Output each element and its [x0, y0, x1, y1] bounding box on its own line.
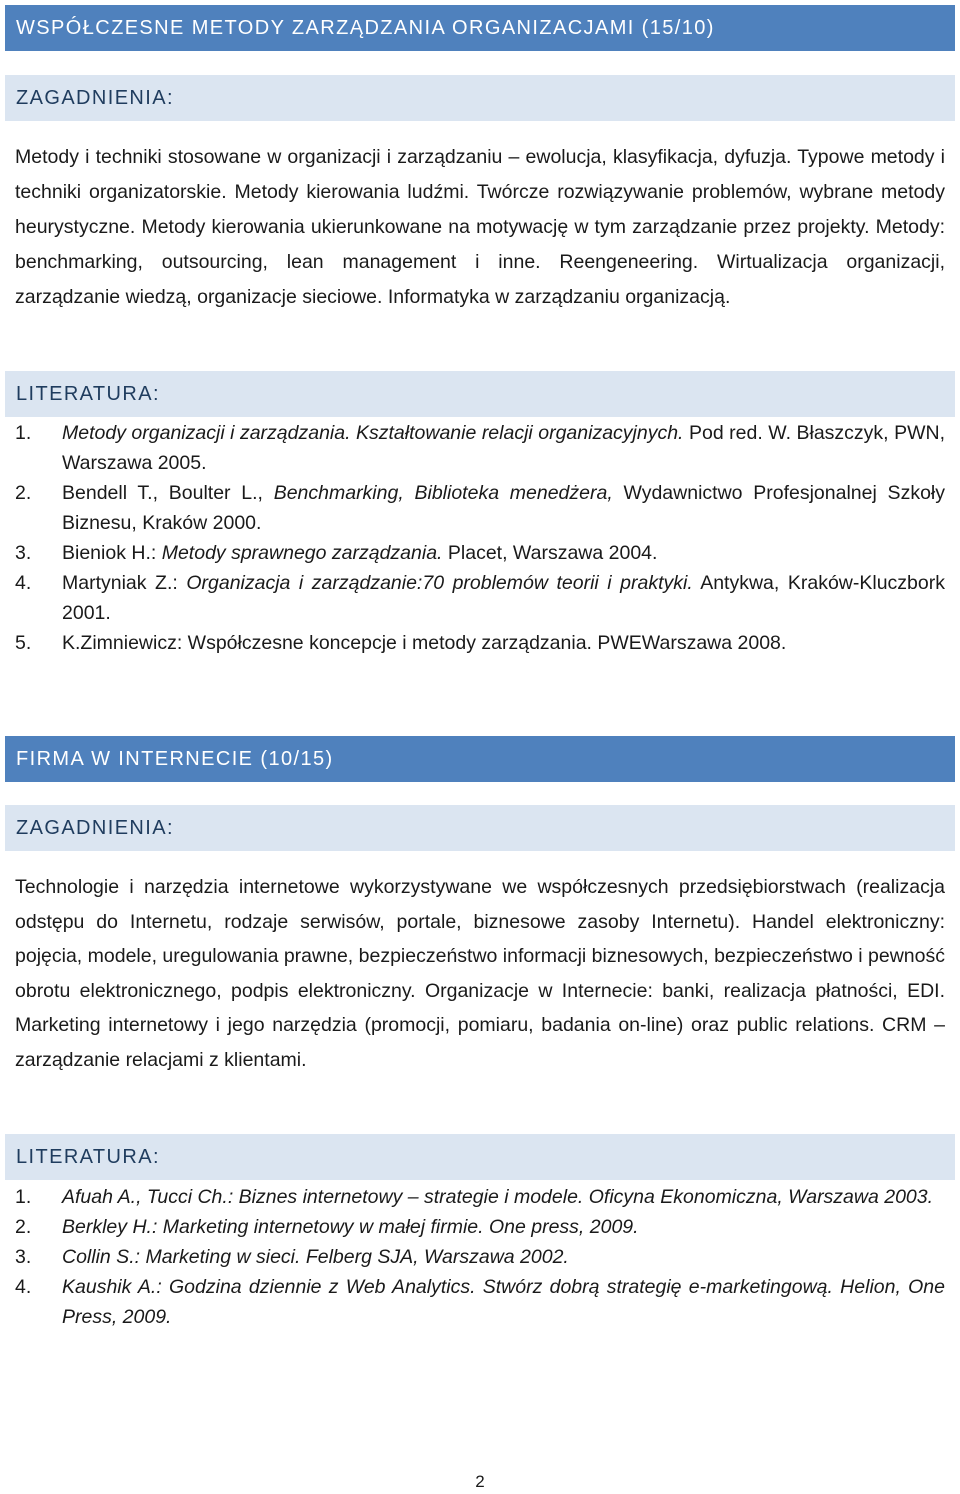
literature-title-italic: Collin S.: Marketing w sieci. Felberg SJA, Warszawa 2002. — [62, 1246, 569, 1268]
literature-title-italic: Berkley H.: Marketing internetowy w małej firmie. One press, 2009. — [62, 1216, 639, 1238]
literature-text-part: Bendell T., Boulter L., — [62, 482, 274, 504]
literature-title-italic: Benchmarking, Biblioteka menedżera, — [273, 482, 613, 504]
literature-item-text — [62, 538, 945, 568]
literature-title-italic: Metody organizacji i zarządzania. Kształtowanie relacji organizacyjnych. — [62, 422, 684, 444]
literature-item — [15, 568, 945, 628]
literature-item — [15, 478, 945, 538]
literature-item-number: 2. — [15, 1216, 32, 1238]
literature-text-part: Pod red. W. Błaszczyk, PWN, Warszawa 2005. — [62, 422, 945, 474]
literature-item-text — [62, 1212, 945, 1242]
literature-item-number: 3. — [15, 1246, 32, 1268]
literature-text-part: Bieniok H.: — [62, 542, 162, 564]
literature-list — [15, 1182, 945, 1332]
literature-list — [15, 418, 945, 658]
literature-item — [15, 628, 945, 658]
literature-item — [15, 1242, 945, 1272]
literature-item-number: 3. — [15, 542, 32, 564]
literature-item-text — [62, 1182, 945, 1212]
literature-item-number: 1. — [15, 422, 32, 444]
literature-text-part: Antykwa, Kraków-Kluczbork 2001. — [62, 572, 945, 624]
literature-text-part: Placet, Warszawa 2004. — [442, 542, 658, 564]
literature-item-text — [62, 1242, 945, 1272]
literature-item-number: 5. — [15, 632, 32, 654]
literature-heading: LITERATURA: — [5, 1134, 955, 1180]
topics-heading: ZAGADNIENIA: — [5, 805, 955, 851]
section-title: FIRMA W INTERNECIE (10/15) — [5, 736, 955, 782]
literature-title-italic: Organizacja i zarządzanie:70 problemów teorii i praktyki. — [186, 572, 693, 594]
topics-paragraph: Metody i techniki stosowane w organizacji i zarządzaniu – ewolucja, klasyfikacja, dyfuzja. Typowe metody i techniki organizatorskie. Metody kierowania ludźmi. Twórcze rozwiązywanie problemów, wybrane metody heurystyczne. Metody kierowania ukierunkowane na motywację w tym zarządzanie przez projekty. Metody: benchmarking, outsourcing, lean management i inne. Reengeneering. Wirtualizacja organizacji, zarządzanie wiedzą, organizacje sieciowe. Informatyka w zarządzaniu organizacją. — [15, 146, 945, 308]
literature-item — [15, 538, 945, 568]
literature-title-italic: Afuah A., Tucci Ch.: Biznes internetowy – strategie i modele. Oficyna Ekonomiczna, Warszawa 2003. — [62, 1186, 934, 1208]
literature-item-number: 4. — [15, 572, 32, 594]
page-number: 2 — [475, 1472, 485, 1491]
literature-item — [15, 1212, 945, 1242]
literature-item-text — [62, 418, 945, 478]
literature-item-number: 4. — [15, 1276, 32, 1298]
literature-item-text — [62, 628, 945, 658]
literature-item — [15, 1182, 945, 1212]
literature-text-part: K.Zimniewicz: Współczesne koncepcje i metody zarządzania. PWEWarszawa 2008. — [62, 632, 787, 654]
section-title: WSPÓŁCZESNE METODY ZARZĄDZANIA ORGANIZACJAMI (15/10) — [5, 5, 955, 51]
literature-title-italic: Metody sprawnego zarządzania. — [161, 542, 443, 564]
literature-title-italic: Kaushik A.: Godzina dziennie z Web Analytics. Stwórz dobrą strategię e-marketingową. Helion, One Press, 2009. — [62, 1276, 945, 1328]
literature-item-text — [62, 1272, 945, 1332]
literature-item — [15, 418, 945, 478]
literature-heading: LITERATURA: — [5, 371, 955, 417]
literature-item-text — [62, 478, 945, 538]
literature-text-part: Wydawnictwo Profesjonalnej Szkoły Biznesu, Kraków 2000. — [62, 482, 945, 534]
literature-item — [15, 1272, 945, 1332]
topics-heading: ZAGADNIENIA: — [5, 75, 955, 121]
literature-item-number: 1. — [15, 1186, 32, 1208]
literature-item-number: 2. — [15, 482, 32, 504]
topics-paragraph: Technologie i narzędzia internetowe wykorzystywane we współczesnych przedsiębiorstwach (realizacja odstępu do Internetu, rodzaje serwisów, portale, biznesowe zasoby Internetu). Handel elektroniczny: pojęcia, modele, uregulowania prawne, bezpieczeństwo informacji biznesowych, bezpieczeństwo i pewność obrotu elektronicznego, podpis elektroniczny. Organizacje w Internecie: banki, realizacja płatności, EDI. Marketing internetowy i jego narzędzia (promocji, pomiaru, badania on-line) oraz public relations. CRM – zarządzanie relacjami z klientami. — [15, 876, 946, 1071]
literature-item-text — [62, 568, 945, 628]
literature-text-part: Martyniak Z.: — [62, 572, 187, 594]
